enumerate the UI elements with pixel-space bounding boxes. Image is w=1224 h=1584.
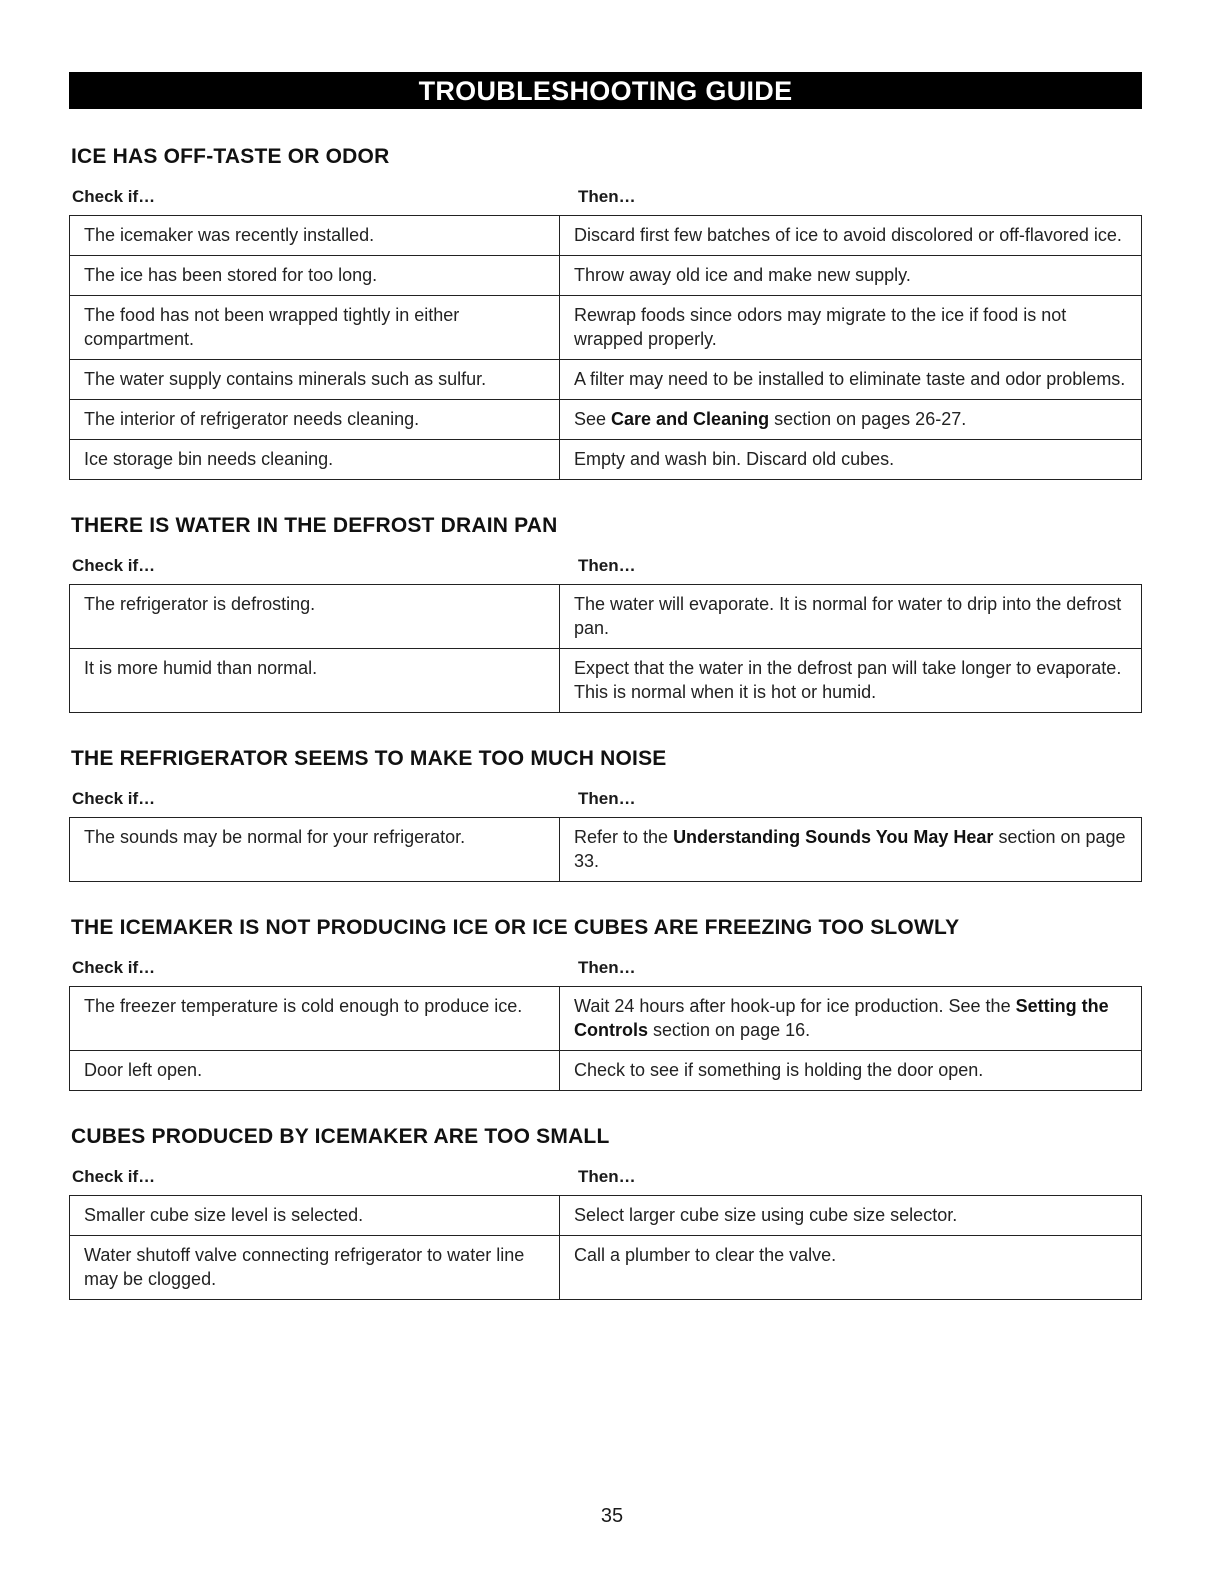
then-text: Empty and wash bin. Discard old cubes. [574, 449, 895, 469]
then-cell [560, 1236, 1142, 1300]
check-cell: Ice storage bin needs cleaning. [70, 440, 560, 480]
then-header: Then… [578, 789, 636, 808]
sections-container [69, 145, 1142, 1300]
table-row [70, 296, 1142, 360]
table-row [70, 649, 1142, 713]
column-headers [69, 186, 1142, 208]
then-text: The water will evaporate. It is normal for water to drip into the defrost pan. [574, 594, 1122, 638]
troubleshooting-page [69, 72, 1142, 1300]
check-cell: Water shutoff valve connecting refrigerator to water line may be clogged. [70, 1236, 560, 1300]
then-text: See [574, 409, 612, 429]
then-header: Then… [578, 1167, 636, 1186]
page-banner: TROUBLESHOOTING GUIDE [69, 72, 1142, 109]
then-header: Then… [578, 187, 636, 206]
then-cell [560, 818, 1142, 882]
then-text: A filter may need to be installed to eliminate taste and odor problems. [574, 369, 1126, 389]
table-row [70, 400, 1142, 440]
column-headers [69, 555, 1142, 577]
table-row [70, 1196, 1142, 1236]
check-cell: The interior of refrigerator needs cleaning. [70, 400, 560, 440]
then-text: Rewrap foods since odors may migrate to the ice if food is not wrapped properly. [574, 305, 1067, 349]
check-cell: Smaller cube size level is selected. [70, 1196, 560, 1236]
bold-reference: Care and Cleaning [611, 409, 770, 429]
check-if-header: Check if… [72, 789, 156, 808]
then-cell [560, 296, 1142, 360]
section-title: CUBES PRODUCED BY ICEMAKER ARE TOO SMALL [71, 1125, 610, 1148]
then-text: Expect that the water in the defrost pan will take longer to evaporate. This is normal when it is hot or humid. [574, 658, 1122, 702]
section-title: ICE HAS OFF-TASTE OR ODOR [71, 145, 390, 168]
table-row [70, 1236, 1142, 1300]
table-row [70, 818, 1142, 882]
then-cell [560, 360, 1142, 400]
then-text: section on page 16. [648, 1020, 811, 1040]
then-header: Then… [578, 958, 636, 977]
check-cell: Door left open. [70, 1051, 560, 1091]
section-title: THE REFRIGERATOR SEEMS TO MAKE TOO MUCH NOISE [71, 747, 667, 770]
then-cell [560, 649, 1142, 713]
then-text: Refer to the [574, 827, 674, 847]
then-cell [560, 256, 1142, 296]
table-row [70, 256, 1142, 296]
check-if-header: Check if… [72, 958, 156, 977]
check-cell: It is more humid than normal. [70, 649, 560, 713]
troubleshooting-table [69, 584, 1142, 713]
page-number: 35 [600, 1505, 624, 1527]
check-cell: The sounds may be normal for your refrigerator. [70, 818, 560, 882]
then-cell [560, 440, 1142, 480]
check-if-header: Check if… [72, 1167, 156, 1186]
bold-reference: Understanding Sounds You May Hear [673, 827, 994, 847]
then-cell [560, 216, 1142, 256]
troubleshooting-section [69, 145, 1142, 480]
column-headers [69, 1166, 1142, 1188]
then-text: section on pages 26-27. [769, 409, 967, 429]
then-text: Wait 24 hours after hook-up for ice production. See the [574, 996, 1016, 1016]
troubleshooting-table [69, 215, 1142, 480]
troubleshooting-section [69, 916, 1142, 1091]
troubleshooting-section [69, 747, 1142, 882]
then-cell [560, 1051, 1142, 1091]
then-cell [560, 1196, 1142, 1236]
section-title: THERE IS WATER IN THE DEFROST DRAIN PAN [71, 514, 558, 537]
troubleshooting-table [69, 986, 1142, 1091]
check-cell: The food has not been wrapped tightly in either compartment. [70, 296, 560, 360]
table-row [70, 585, 1142, 649]
then-cell [560, 987, 1142, 1051]
troubleshooting-section [69, 514, 1142, 713]
then-text: Call a plumber to clear the valve. [574, 1245, 837, 1265]
then-text: Throw away old ice and make new supply. [574, 265, 911, 285]
then-cell [560, 400, 1142, 440]
then-text: section on page 33. [574, 827, 1126, 871]
check-cell: The refrigerator is defrosting. [70, 585, 560, 649]
check-cell: The icemaker was recently installed. [70, 216, 560, 256]
table-row [70, 1051, 1142, 1091]
check-cell: The water supply contains minerals such as sulfur. [70, 360, 560, 400]
then-text: Discard first few batches of ice to avoid discolored or off-flavored ice. [574, 225, 1122, 245]
column-headers [69, 788, 1142, 810]
troubleshooting-section [69, 1125, 1142, 1300]
table-row [70, 216, 1142, 256]
troubleshooting-table [69, 817, 1142, 882]
then-header: Then… [578, 556, 636, 575]
then-text: Select larger cube size using cube size selector. [574, 1205, 958, 1225]
table-row [70, 360, 1142, 400]
column-headers [69, 957, 1142, 979]
check-if-header: Check if… [72, 556, 156, 575]
table-row [70, 987, 1142, 1051]
troubleshooting-table [69, 1195, 1142, 1300]
then-cell [560, 585, 1142, 649]
section-title: THE ICEMAKER IS NOT PRODUCING ICE OR ICE CUBES ARE FREEZING TOO SLOWLY [71, 916, 960, 939]
table-row [70, 440, 1142, 480]
check-cell: The ice has been stored for too long. [70, 256, 560, 296]
bold-reference: Setting the Controls [574, 996, 1109, 1040]
check-if-header: Check if… [72, 187, 156, 206]
then-text: Check to see if something is holding the door open. [574, 1060, 984, 1080]
check-cell: The freezer temperature is cold enough to produce ice. [70, 987, 560, 1051]
